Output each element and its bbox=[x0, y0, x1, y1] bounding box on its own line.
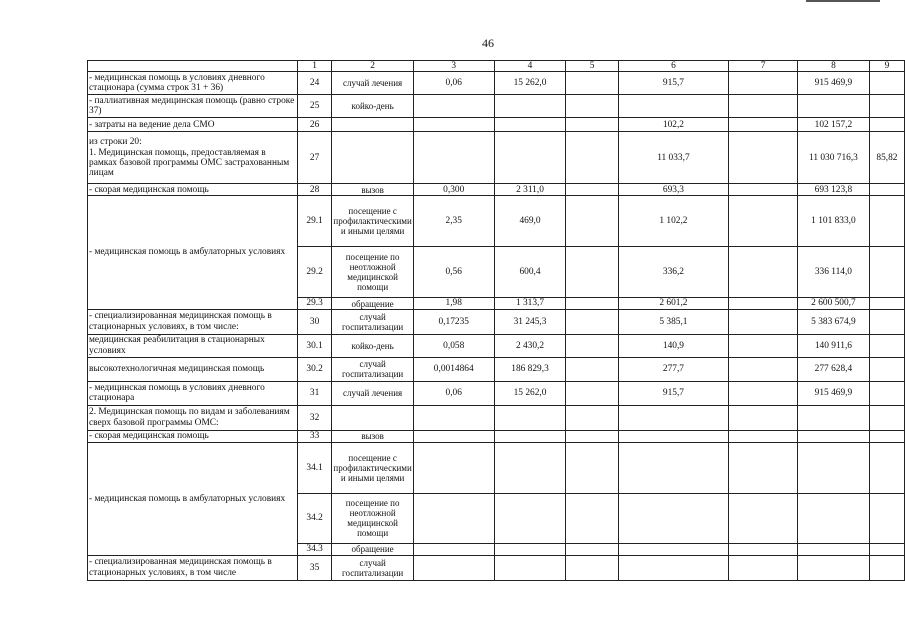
value-cell bbox=[729, 247, 798, 298]
value-cell bbox=[566, 334, 618, 357]
value-cell bbox=[413, 493, 494, 543]
value-cell bbox=[797, 95, 869, 118]
unit-cell: случай госпитализации bbox=[332, 309, 413, 334]
value-cell bbox=[729, 184, 798, 196]
row-description: - медицинская помощь в амбулаторных условиях bbox=[88, 442, 298, 555]
value-cell bbox=[413, 118, 494, 132]
unit-cell: вызов bbox=[332, 184, 413, 196]
page-number: 46 bbox=[482, 36, 494, 50]
value-cell bbox=[797, 543, 869, 555]
row-number: 27 bbox=[297, 132, 332, 184]
value-cell: 600,4 bbox=[494, 247, 566, 298]
unit-cell bbox=[332, 118, 413, 132]
value-cell bbox=[797, 493, 869, 543]
table-row bbox=[88, 184, 905, 196]
value-cell bbox=[494, 430, 566, 442]
row-description: из строки 20: 1. Медицинская помощь, предоставляемая в рамках базовой программы ОМС застрахованным лицам bbox=[88, 132, 298, 184]
table-row bbox=[88, 381, 905, 405]
row-number: 30.2 bbox=[297, 357, 332, 381]
header-cell: 4 bbox=[494, 61, 566, 72]
value-cell bbox=[797, 430, 869, 442]
value-cell bbox=[869, 334, 904, 357]
value-cell: 0,17235 bbox=[413, 309, 494, 334]
value-cell bbox=[869, 381, 904, 405]
value-cell bbox=[566, 309, 618, 334]
value-cell bbox=[494, 405, 566, 430]
table-row bbox=[88, 334, 905, 357]
header-cell: 3 bbox=[413, 61, 494, 72]
value-cell bbox=[869, 72, 904, 95]
header-cell: 1 bbox=[297, 61, 332, 72]
row-number: 33 bbox=[297, 430, 332, 442]
value-cell: 140,9 bbox=[618, 334, 729, 357]
row-description: - скорая медицинская помощь bbox=[88, 430, 298, 442]
unit-cell: случай госпитализации bbox=[332, 555, 413, 580]
value-cell bbox=[869, 309, 904, 334]
header-cell: 8 bbox=[797, 61, 869, 72]
value-cell bbox=[494, 493, 566, 543]
unit-cell: случай госпитализации bbox=[332, 357, 413, 381]
value-cell: 0,058 bbox=[413, 334, 494, 357]
unit-cell: посещение с профилактическими и иными целями bbox=[332, 196, 413, 247]
unit-cell bbox=[332, 405, 413, 430]
value-cell: 1 313,7 bbox=[494, 298, 566, 309]
header-cell: 7 bbox=[729, 61, 798, 72]
row-description: - специализированная медицинская помощь в стационарных условиях, в том числе: bbox=[88, 309, 298, 334]
row-description: 2. Медицинская помощь по видам и заболеваниям сверх базовой программы ОМС: bbox=[88, 405, 298, 430]
value-cell bbox=[729, 543, 798, 555]
value-cell bbox=[494, 95, 566, 118]
unit-cell bbox=[332, 132, 413, 184]
row-description: - скорая медицинская помощь bbox=[88, 184, 298, 196]
value-cell bbox=[729, 381, 798, 405]
value-cell bbox=[869, 298, 904, 309]
value-cell bbox=[869, 184, 904, 196]
value-cell bbox=[729, 405, 798, 430]
value-cell: 140 911,6 bbox=[797, 334, 869, 357]
row-number: 25 bbox=[297, 95, 332, 118]
value-cell bbox=[413, 405, 494, 430]
value-cell bbox=[618, 405, 729, 430]
value-cell: 0,06 bbox=[413, 72, 494, 95]
value-cell bbox=[566, 132, 618, 184]
column-number-row bbox=[88, 61, 905, 72]
table-row bbox=[88, 72, 905, 95]
value-cell bbox=[494, 543, 566, 555]
table-row bbox=[88, 405, 905, 430]
unit-cell: случай лечения bbox=[332, 72, 413, 95]
value-cell bbox=[566, 196, 618, 247]
value-cell bbox=[494, 118, 566, 132]
value-cell bbox=[729, 309, 798, 334]
value-cell: 1 101 833,0 bbox=[797, 196, 869, 247]
value-cell: 2,35 bbox=[413, 196, 494, 247]
row-number: 30 bbox=[297, 309, 332, 334]
value-cell bbox=[413, 555, 494, 580]
row-number: 29.2 bbox=[297, 247, 332, 298]
value-cell: 693 123,8 bbox=[797, 184, 869, 196]
value-cell: 0,0014864 bbox=[413, 357, 494, 381]
row-number: 35 bbox=[297, 555, 332, 580]
header-cell: 9 bbox=[869, 61, 904, 72]
table-row bbox=[88, 357, 905, 381]
value-cell: 915,7 bbox=[618, 72, 729, 95]
value-cell bbox=[869, 196, 904, 247]
value-cell bbox=[413, 430, 494, 442]
header-cell: 2 bbox=[332, 61, 413, 72]
row-description: - специализированная медицинская помощь в стационарных условиях, в том числе bbox=[88, 555, 298, 580]
value-cell: 85,82 bbox=[869, 132, 904, 184]
row-number: 31 bbox=[297, 381, 332, 405]
value-cell: 277 628,4 bbox=[797, 357, 869, 381]
value-cell bbox=[869, 555, 904, 580]
row-number: 29.1 bbox=[297, 196, 332, 247]
value-cell bbox=[566, 442, 618, 493]
value-cell bbox=[729, 72, 798, 95]
value-cell: 1,98 bbox=[413, 298, 494, 309]
value-cell: 2 601,2 bbox=[618, 298, 729, 309]
value-cell bbox=[618, 493, 729, 543]
value-cell: 1 102,2 bbox=[618, 196, 729, 247]
row-description: - медицинская помощь в условиях дневного стационара bbox=[88, 381, 298, 405]
row-description: медицинская реабилитация в стационарных условиях bbox=[88, 334, 298, 357]
row-number: 34.2 bbox=[297, 493, 332, 543]
row-number: 28 bbox=[297, 184, 332, 196]
row-description: - паллиативная медицинская помощь (равно строке 37) bbox=[88, 95, 298, 118]
value-cell bbox=[869, 118, 904, 132]
value-cell bbox=[566, 430, 618, 442]
unit-cell: вызов bbox=[332, 430, 413, 442]
value-cell: 186 829,3 bbox=[494, 357, 566, 381]
value-cell: 5 385,1 bbox=[618, 309, 729, 334]
value-cell: 2 430,2 bbox=[494, 334, 566, 357]
value-cell bbox=[869, 442, 904, 493]
table-row bbox=[88, 118, 905, 132]
table-row bbox=[88, 132, 905, 184]
value-cell bbox=[729, 430, 798, 442]
row-description: - затраты на ведение дела СМО bbox=[88, 118, 298, 132]
value-cell bbox=[797, 555, 869, 580]
unit-cell: койко-день bbox=[332, 95, 413, 118]
unit-cell: случай лечения bbox=[332, 381, 413, 405]
value-cell: 336,2 bbox=[618, 247, 729, 298]
value-cell: 2 311,0 bbox=[494, 184, 566, 196]
value-cell bbox=[566, 381, 618, 405]
value-cell: 15 262,0 bbox=[494, 72, 566, 95]
value-cell bbox=[869, 247, 904, 298]
value-cell bbox=[729, 118, 798, 132]
value-cell bbox=[566, 405, 618, 430]
value-cell: 5 383 674,9 bbox=[797, 309, 869, 334]
value-cell bbox=[618, 442, 729, 493]
value-cell bbox=[869, 493, 904, 543]
value-cell bbox=[618, 430, 729, 442]
value-cell: 469,0 bbox=[494, 196, 566, 247]
value-cell: 277,7 bbox=[618, 357, 729, 381]
value-cell: 2 600 500,7 bbox=[797, 298, 869, 309]
value-cell bbox=[494, 555, 566, 580]
top-edge-mark bbox=[806, 0, 880, 2]
table-row bbox=[88, 196, 905, 247]
value-cell: 102,2 bbox=[618, 118, 729, 132]
value-cell bbox=[729, 132, 798, 184]
table-row bbox=[88, 555, 905, 580]
table-row bbox=[88, 430, 905, 442]
unit-cell: посещение с профилактическими и иными целями bbox=[332, 442, 413, 493]
value-cell bbox=[566, 95, 618, 118]
row-number: 34.3 bbox=[297, 543, 332, 555]
value-cell bbox=[618, 95, 729, 118]
data-table bbox=[87, 60, 905, 581]
value-cell bbox=[729, 442, 798, 493]
value-cell bbox=[869, 430, 904, 442]
value-cell: 915 469,9 bbox=[797, 72, 869, 95]
value-cell: 336 114,0 bbox=[797, 247, 869, 298]
row-number: 34.1 bbox=[297, 442, 332, 493]
table-row bbox=[88, 442, 905, 493]
value-cell bbox=[869, 543, 904, 555]
value-cell: 0,56 bbox=[413, 247, 494, 298]
value-cell bbox=[494, 132, 566, 184]
table-row bbox=[88, 309, 905, 334]
row-description: - медицинская помощь в амбулаторных условиях bbox=[88, 196, 298, 309]
value-cell bbox=[729, 196, 798, 247]
value-cell bbox=[566, 247, 618, 298]
value-cell bbox=[729, 357, 798, 381]
header-cell: 5 bbox=[566, 61, 618, 72]
value-cell bbox=[618, 543, 729, 555]
value-cell bbox=[729, 493, 798, 543]
unit-cell: посещение по неотложной медицинской помощи bbox=[332, 247, 413, 298]
value-cell bbox=[566, 72, 618, 95]
value-cell bbox=[566, 184, 618, 196]
value-cell: 31 245,3 bbox=[494, 309, 566, 334]
value-cell bbox=[869, 405, 904, 430]
value-cell bbox=[413, 95, 494, 118]
value-cell bbox=[729, 334, 798, 357]
unit-cell: посещение по неотложной медицинской помощи bbox=[332, 493, 413, 543]
value-cell bbox=[729, 555, 798, 580]
value-cell bbox=[566, 298, 618, 309]
value-cell bbox=[566, 493, 618, 543]
value-cell bbox=[413, 442, 494, 493]
table-row bbox=[88, 95, 905, 118]
row-number: 29.3 bbox=[297, 298, 332, 309]
unit-cell: обращение bbox=[332, 298, 413, 309]
value-cell bbox=[413, 543, 494, 555]
row-number: 24 bbox=[297, 72, 332, 95]
value-cell bbox=[618, 555, 729, 580]
value-cell: 102 157,2 bbox=[797, 118, 869, 132]
value-cell: 915,7 bbox=[618, 381, 729, 405]
unit-cell: обращение bbox=[332, 543, 413, 555]
value-cell: 15 262,0 bbox=[494, 381, 566, 405]
value-cell: 11 033,7 bbox=[618, 132, 729, 184]
row-description: - медицинская помощь в условиях дневного стационара (сумма строк 31 + 36) bbox=[88, 72, 298, 95]
unit-cell: койко-день bbox=[332, 334, 413, 357]
value-cell bbox=[729, 298, 798, 309]
value-cell bbox=[566, 543, 618, 555]
header-cell bbox=[88, 61, 298, 72]
value-cell bbox=[566, 118, 618, 132]
value-cell: 0,06 bbox=[413, 381, 494, 405]
row-description: высокотехнологичная медицинская помощь bbox=[88, 357, 298, 381]
value-cell: 915 469,9 bbox=[797, 381, 869, 405]
value-cell bbox=[494, 442, 566, 493]
value-cell bbox=[566, 357, 618, 381]
value-cell: 11 030 716,3 bbox=[797, 132, 869, 184]
value-cell bbox=[413, 132, 494, 184]
value-cell bbox=[869, 357, 904, 381]
row-number: 26 bbox=[297, 118, 332, 132]
value-cell bbox=[797, 442, 869, 493]
value-cell bbox=[797, 405, 869, 430]
value-cell: 693,3 bbox=[618, 184, 729, 196]
value-cell: 0,300 bbox=[413, 184, 494, 196]
row-number: 30.1 bbox=[297, 334, 332, 357]
value-cell bbox=[869, 95, 904, 118]
value-cell bbox=[729, 95, 798, 118]
value-cell bbox=[566, 555, 618, 580]
row-number: 32 bbox=[297, 405, 332, 430]
header-cell: 6 bbox=[618, 61, 729, 72]
